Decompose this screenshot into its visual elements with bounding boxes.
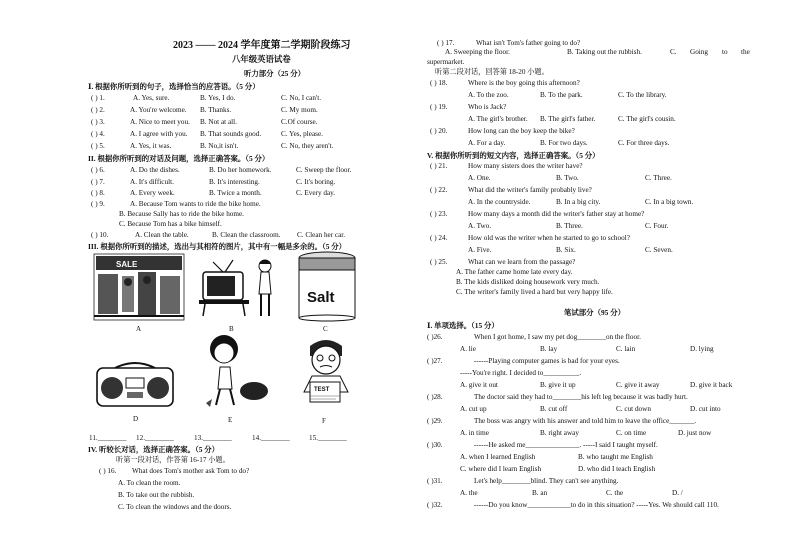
exam-title: 2023 —— 2024 学年度第二学期阶段练习 (173, 40, 351, 51)
blank-11[interactable]: 11.________ (89, 434, 127, 442)
q7-option-a: A. It's difficult. (130, 178, 174, 186)
q3-option-b: B. Not at all. (200, 118, 237, 126)
q1-option-c: C. No, I can't. (281, 94, 322, 102)
q5-option-a: A. Yes, it was. (130, 142, 172, 150)
q20-option-b: B. For two days. (540, 139, 588, 147)
q23-option-b: B. Three. (556, 222, 583, 230)
part5-heading: V. 根据你所听到的短文内容，选择正确答案。（5 分） (427, 151, 600, 160)
picture-b-tv-girl (195, 254, 280, 333)
q29-option-b: B. right away (540, 429, 579, 437)
picture-a-shop-sale (94, 254, 184, 333)
part2-heading: II. 根据你所听到的对话及问题，选择正确答案。（5 分） (88, 154, 270, 163)
q17-option-c: C. (670, 48, 677, 56)
q3-num[interactable]: ( ) 3. (91, 118, 105, 126)
q3-option-c: C.Of course. (281, 118, 318, 126)
part1-heading: Ⅰ. 根据你所听到的句子，选择恰当的应答语。（5 分） (88, 82, 260, 91)
q29-option-c: C. on time (616, 429, 647, 437)
q10-option-a: A. Clean the table. (135, 231, 189, 239)
q25-num[interactable]: ( ) 25. (430, 258, 448, 266)
q25-option-a: A. The father came home late every day. (456, 268, 573, 276)
q5-option-c: C. No, they aren't. (281, 142, 334, 150)
q8-option-a: A. Every week. (130, 189, 175, 197)
part3-heading: III. 根据你所听到的描述，选出与其相符的图片，其中有一幅是多余的。（5 分） (88, 242, 347, 251)
q22-question: What did the writer's family probably live? (468, 186, 592, 194)
q32-num[interactable]: ( )32. (427, 501, 443, 509)
q10-option-c: C. Clean her car. (297, 231, 346, 239)
exam-subtitle: 八年级英语试卷 (232, 55, 291, 64)
q20-question: How long can the boy keep the bike? (468, 127, 575, 135)
q7-option-c: C. It's boring. (296, 178, 336, 186)
q16-question: What does Tom's mother ask Tom to do? (132, 467, 250, 475)
q24-option-c: C. Seven. (645, 246, 673, 254)
q19-option-a: A. The girl's brother. (468, 115, 528, 123)
picture-f-label: F (322, 417, 326, 425)
q26-option-c: C. lain (616, 345, 636, 353)
q1-num[interactable]: ( ) 1. (91, 94, 105, 102)
picture-d-label: D (133, 415, 139, 423)
q24-option-a: A. Five. (468, 246, 492, 254)
part4-heading: IV. 听较长对话，选择正确答案。（5 分） (88, 445, 220, 454)
q7-option-b: B. It's interesting. (209, 178, 260, 186)
q25-question: What can we learn from the passage? (468, 258, 576, 266)
q17-option-a: A. Sweeping the floor. (445, 48, 510, 56)
q26-question: When I got home, I saw my pet dog________on the floor. (474, 333, 641, 341)
q10-option-b: B. Clean the classroom. (212, 231, 281, 239)
q28-option-c: C. cut down (616, 405, 651, 413)
q20-option-c: C. For three days. (618, 139, 670, 147)
q19-option-b: B. The girl's father. (540, 115, 596, 123)
q30-option-b: B. who taught me English (578, 453, 653, 461)
listening-part-title: 听力部分（25 分） (244, 69, 305, 78)
q27-option-c: C. give it away (616, 381, 660, 389)
q31-option-d: D. / (672, 489, 683, 497)
q2-option-b: B. Thanks. (200, 106, 232, 114)
q20-num[interactable]: ( ) 20. (430, 127, 448, 135)
q2-option-c: C. My mom. (281, 106, 318, 114)
q17-option-b: B. Taking out the rubbish. (567, 48, 642, 56)
part4-sub1: 听第一段对话，作答第 16-17 小题。 (116, 456, 230, 464)
q30-option-d: D. who did I teach English (578, 465, 656, 473)
q24-num[interactable]: ( ) 24. (430, 234, 448, 242)
blank-15[interactable]: 15.________ (309, 434, 347, 442)
q5-option-b: B. No,it isn't. (200, 142, 239, 150)
q28-option-a: A. cut up (460, 405, 487, 413)
q7-num[interactable]: ( ) 7. (91, 178, 105, 186)
q19-option-c: C. The girl's cousin. (618, 115, 676, 123)
picture-d-radio (95, 360, 175, 423)
q18-option-b: B. To the park. (540, 91, 583, 99)
q21-num[interactable]: ( ) 21. (430, 162, 448, 170)
q17-option-c-word3: the (741, 48, 750, 56)
q8-option-c: C. Every day. (296, 189, 336, 197)
q6-option-c: C. Sweep the floor. (296, 166, 352, 174)
q29-option-a: A. in time (460, 429, 489, 437)
q23-num[interactable]: ( ) 23. (430, 210, 448, 218)
q21-option-c: C. Three. (645, 174, 672, 182)
q26-option-d: D. lying (690, 345, 714, 353)
q29-num[interactable]: ( )29. (427, 417, 443, 425)
q6-option-b: B. Do her homework. (209, 166, 272, 174)
q17-question: What isn't Tom's father going to do? (476, 39, 581, 47)
q1-option-b: B. Yes, I do. (200, 94, 236, 102)
q27-option-a: A. give it out (460, 381, 498, 389)
q9-option-c: C. Because Tom has a bike himself. (119, 220, 222, 228)
q30-option-c: C. where did I learn English (460, 465, 542, 473)
q27-option-b: B. give it up (540, 381, 576, 389)
q19-num[interactable]: ( ) 19. (430, 103, 448, 111)
q21-option-b: B. Two. (556, 174, 579, 182)
q21-question: How many sisters does the writer have? (468, 162, 583, 170)
q27-num[interactable]: ( )27. (427, 357, 443, 365)
q27-question: ------Playing computer games is bad for your eyes. (474, 357, 620, 365)
q8-option-b: B. Twice a month. (209, 189, 262, 197)
test-label: TEST (314, 387, 330, 393)
blank-12[interactable]: 12.________ (136, 434, 174, 442)
q18-option-c: C. To the library. (618, 91, 667, 99)
q17-option-c-word1: Going (690, 48, 708, 56)
q6-option-a: A. Do the dishes. (130, 166, 180, 174)
q23-option-c: C. Four. (645, 222, 669, 230)
picture-b-label: B (229, 325, 234, 333)
q8-num[interactable]: ( ) 8. (91, 189, 105, 197)
q2-option-a: A. You're welcome. (130, 106, 187, 114)
q25-option-c: C. The writer's family lived a hard but very happy life. (456, 288, 613, 296)
q16-option-a: A. To clean the room. (118, 479, 181, 487)
q4-option-b: B. That sounds good. (200, 130, 262, 138)
q4-option-a: A. I agree with you. (130, 130, 188, 138)
q16-option-b: B. To take out the rubbish. (118, 491, 195, 499)
blank-14[interactable]: 14.________ (252, 434, 290, 442)
picture-c-label: C (323, 325, 328, 333)
q20-option-a: A. For a day. (468, 139, 506, 147)
q6-num[interactable]: ( ) 6. (91, 166, 105, 174)
q17-num[interactable]: ( ) 17. (437, 39, 455, 47)
q25-option-b: B. The kids disliked doing housework very much. (456, 278, 600, 286)
q28-question: The doctor said they had to________his left leg because it was badly hurt. (474, 393, 688, 401)
q22-option-c: C. In a big town. (645, 198, 694, 206)
q26-option-b: B. lay (540, 345, 558, 353)
q9-option-a: A. Because Tom wants to ride the bike home. (130, 200, 261, 208)
q29-option-d: D. just now (678, 429, 712, 437)
q23-option-a: A. Two. (468, 222, 492, 230)
q23-question: How many days a month did the writer's father stay at home? (468, 210, 645, 218)
q28-option-b: B. cut off (540, 405, 568, 413)
q31-option-c: C. the (606, 489, 624, 497)
q22-num[interactable]: ( ) 22. (430, 186, 448, 194)
q26-option-a: A. lie (460, 345, 476, 353)
written-part1-heading: Ⅰ. 单项选择。（15 分） (427, 321, 499, 330)
q4-num[interactable]: ( ) 4. (91, 130, 105, 138)
q9-num[interactable]: ( ) 9. (91, 200, 105, 208)
q1-option-a: A. Yes, sure. (133, 94, 170, 102)
q22-option-b: B. In a big city. (556, 198, 601, 206)
q24-option-b: B. Six. (556, 246, 576, 254)
q30-option-a: A. when I learned English (460, 453, 536, 461)
picture-a-label: A (136, 325, 142, 333)
q16-num[interactable]: ( ) 16. (99, 467, 117, 475)
q31-option-b: B. an (532, 489, 548, 497)
q30-question: ------He asked me_______________. -----I said I taught myself. (474, 441, 658, 449)
blank-13[interactable]: 13.________ (194, 434, 232, 442)
sale-sign: SALE (116, 260, 138, 269)
q27-reply: -----You're right. I decided to__________. (460, 369, 582, 377)
picture-e-girl (200, 333, 270, 424)
q32-question: ------Do you know____________to do in this situation? -----Yes. We should call 110. (474, 501, 719, 509)
q17-option-c-word4: supermarket. (427, 58, 465, 66)
q2-num[interactable]: ( ) 2. (91, 106, 105, 114)
q24-question: How old was the writer when he started to go to school? (468, 234, 630, 242)
q29-question: The boss was angry with his answer and told him to leave the office_______. (474, 417, 697, 425)
q18-option-a: A. To the zoo. (468, 91, 509, 99)
q16-option-c: C. To clean the windows and the doors. (118, 503, 232, 511)
q26-num[interactable]: ( )26. (427, 333, 443, 341)
q21-option-a: A. One. (468, 174, 491, 182)
picture-f-test (296, 334, 356, 425)
picture-c-salt (295, 250, 359, 333)
q28-num[interactable]: ( )28. (427, 393, 443, 401)
q10-num[interactable]: ( ) 10. (91, 231, 109, 239)
q31-option-a: A. the (460, 489, 478, 497)
q9-option-b: B. Because Sally has to ride the bike home. (119, 210, 244, 218)
q19-question: Who is Jack? (468, 103, 507, 111)
salt-label: Salt (307, 289, 335, 306)
q3-option-a: A. Nice to meet you. (130, 118, 190, 126)
written-part-title: 笔试部分（95 分） (564, 308, 625, 317)
q31-num[interactable]: ( )31. (427, 477, 443, 485)
q4-option-c: C. Yes, please. (281, 130, 323, 138)
q17-option-c-word2: to (722, 48, 728, 56)
part4-sub2: 听第二段对话，回答第 18-20 小题。 (435, 68, 549, 76)
q5-num[interactable]: ( ) 5. (91, 142, 105, 150)
picture-e-label: E (228, 416, 233, 424)
q18-question: Where is the boy going this afternoon? (468, 79, 580, 87)
q31-question: Let's help________blind. They can't see anything. (474, 477, 619, 485)
q22-option-a: A. In the countryside. (468, 198, 531, 206)
q18-num[interactable]: ( ) 18. (430, 79, 448, 87)
q30-num[interactable]: ( )30. (427, 441, 443, 449)
q28-option-d: D. cut into (690, 405, 721, 413)
q27-option-d: D. give it back (690, 381, 733, 389)
